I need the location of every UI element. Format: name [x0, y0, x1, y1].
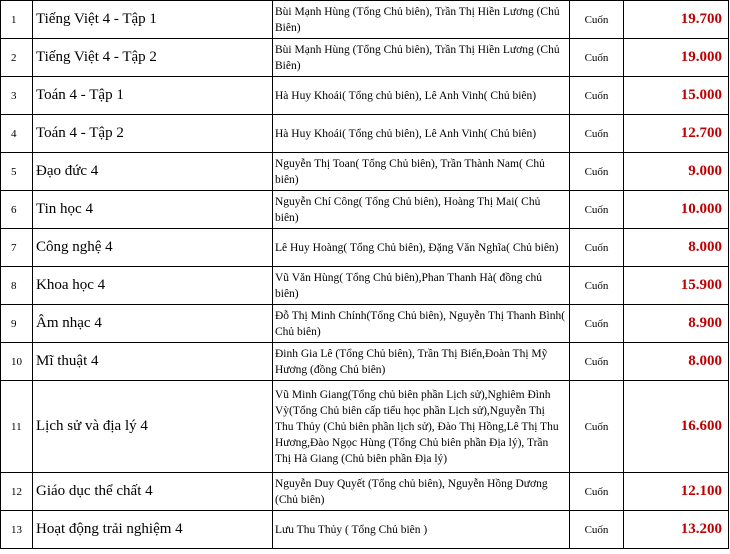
book-price: 12.700 [624, 115, 729, 153]
book-price: 9.000 [624, 153, 729, 191]
table-row [1, 191, 729, 229]
book-title: Hoạt động trải nghiệm 4 [33, 511, 273, 549]
book-price: 8.000 [624, 229, 729, 267]
book-authors: Nguyễn Chí Công( Tổng Chủ biên), Hoàng Thị Mai( Chủ biên) [273, 191, 570, 229]
book-price: 15.900 [624, 267, 729, 305]
book-unit: Cuốn [570, 343, 624, 381]
book-authors: Lê Huy Hoàng( Tổng Chủ biên), Đặng Văn Nghĩa( Chủ biên) [273, 229, 570, 267]
book-unit: Cuốn [570, 191, 624, 229]
book-unit: Cuốn [570, 305, 624, 343]
book-authors: Nguyễn Duy Quyết (Tổng chủ biên), Nguyễn Hồng Dương (Chủ biên) [273, 473, 570, 511]
row-number: 7 [1, 229, 33, 267]
book-title: Đạo đức 4 [33, 153, 273, 191]
table-row [1, 267, 729, 305]
book-title: Mĩ thuật 4 [33, 343, 273, 381]
row-number: 8 [1, 267, 33, 305]
book-price: 8.900 [624, 305, 729, 343]
book-title: Toán 4 - Tập 1 [33, 77, 273, 115]
table-row [1, 511, 729, 549]
book-unit: Cuốn [570, 473, 624, 511]
table-row [1, 153, 729, 191]
row-number: 1 [1, 1, 33, 39]
book-title: Tiếng Việt 4 - Tập 1 [33, 1, 273, 39]
book-authors: Bùi Mạnh Hùng (Tổng Chủ biên), Trần Thị Hiền Lương (Chủ Biên) [273, 39, 570, 77]
book-unit: Cuốn [570, 153, 624, 191]
book-title: Lịch sử và địa lý 4 [33, 381, 273, 473]
table-row [1, 473, 729, 511]
book-authors: Vũ Văn Hùng( Tổng Chủ biên),Phan Thanh Hà( đồng chủ biên) [273, 267, 570, 305]
row-number: 6 [1, 191, 33, 229]
row-number: 12 [1, 473, 33, 511]
book-unit: Cuốn [570, 1, 624, 39]
book-unit: Cuốn [570, 77, 624, 115]
row-number: 11 [1, 381, 33, 473]
book-title: Công nghệ 4 [33, 229, 273, 267]
row-number: 10 [1, 343, 33, 381]
table-row [1, 39, 729, 77]
book-title: Tiếng Việt 4 - Tập 2 [33, 39, 273, 77]
book-unit: Cuốn [570, 39, 624, 77]
book-authors: Vũ Minh Giang(Tổng chủ biên phần Lịch sử),Nghiêm Đình Vỳ(Tổng Chủ biên cấp tiểu học phần Lịch sử),Nguyễn Thị Thu Thủy (Chủ biên phần lịch sử), Đào Thị Hồng,Lê Thị Thu Hương,Đào Ngọc Hùng (Tổng Chủ biên phần Địa lý), Trần Thị Hà Giang (Chủ biên phần Địa lý) [273, 381, 570, 473]
book-unit: Cuốn [570, 115, 624, 153]
book-authors: Nguyễn Thị Toan( Tổng Chủ biên), Trần Thành Nam( Chủ biên) [273, 153, 570, 191]
book-authors: Hà Huy Khoái( Tổng chủ biên), Lê Anh Vinh( Chủ biên) [273, 77, 570, 115]
book-price: 8.000 [624, 343, 729, 381]
book-authors: Hà Huy Khoái( Tổng chủ biên), Lê Anh Vinh( Chủ biên) [273, 115, 570, 153]
book-unit: Cuốn [570, 267, 624, 305]
book-title: Tin học 4 [33, 191, 273, 229]
row-number: 5 [1, 153, 33, 191]
row-number: 2 [1, 39, 33, 77]
table-row [1, 115, 729, 153]
book-authors: Bùi Mạnh Hùng (Tổng Chủ biên), Trần Thị Hiền Lương (Chủ Biên) [273, 1, 570, 39]
book-price: 13.200 [624, 511, 729, 549]
book-unit: Cuốn [570, 381, 624, 473]
row-number: 9 [1, 305, 33, 343]
book-price: 19.000 [624, 39, 729, 77]
book-title: Âm nhạc 4 [33, 305, 273, 343]
book-unit: Cuốn [570, 511, 624, 549]
book-authors: Đỗ Thị Minh Chính(Tổng Chủ biên), Nguyễn Thị Thanh Bình( Chủ biên) [273, 305, 570, 343]
table-row [1, 343, 729, 381]
table-row [1, 229, 729, 267]
book-price: 12.100 [624, 473, 729, 511]
table-row [1, 1, 729, 39]
book-price: 16.600 [624, 381, 729, 473]
book-authors: Lưu Thu Thủy ( Tổng Chủ biên ) [273, 511, 570, 549]
row-number: 4 [1, 115, 33, 153]
book-title: Toán 4 - Tập 2 [33, 115, 273, 153]
book-price: 15.000 [624, 77, 729, 115]
book-title: Giáo dục thể chất 4 [33, 473, 273, 511]
row-number: 13 [1, 511, 33, 549]
row-number: 3 [1, 77, 33, 115]
table-row [1, 77, 729, 115]
book-price: 19.700 [624, 1, 729, 39]
table-row [1, 381, 729, 473]
table-row [1, 305, 729, 343]
book-price: 10.000 [624, 191, 729, 229]
book-unit: Cuốn [570, 229, 624, 267]
book-authors: Đinh Gia Lê (Tổng Chủ biên), Trần Thị Biển,Đoàn Thị Mỹ Hương (đồng Chủ biên) [273, 343, 570, 381]
book-title: Khoa học 4 [33, 267, 273, 305]
